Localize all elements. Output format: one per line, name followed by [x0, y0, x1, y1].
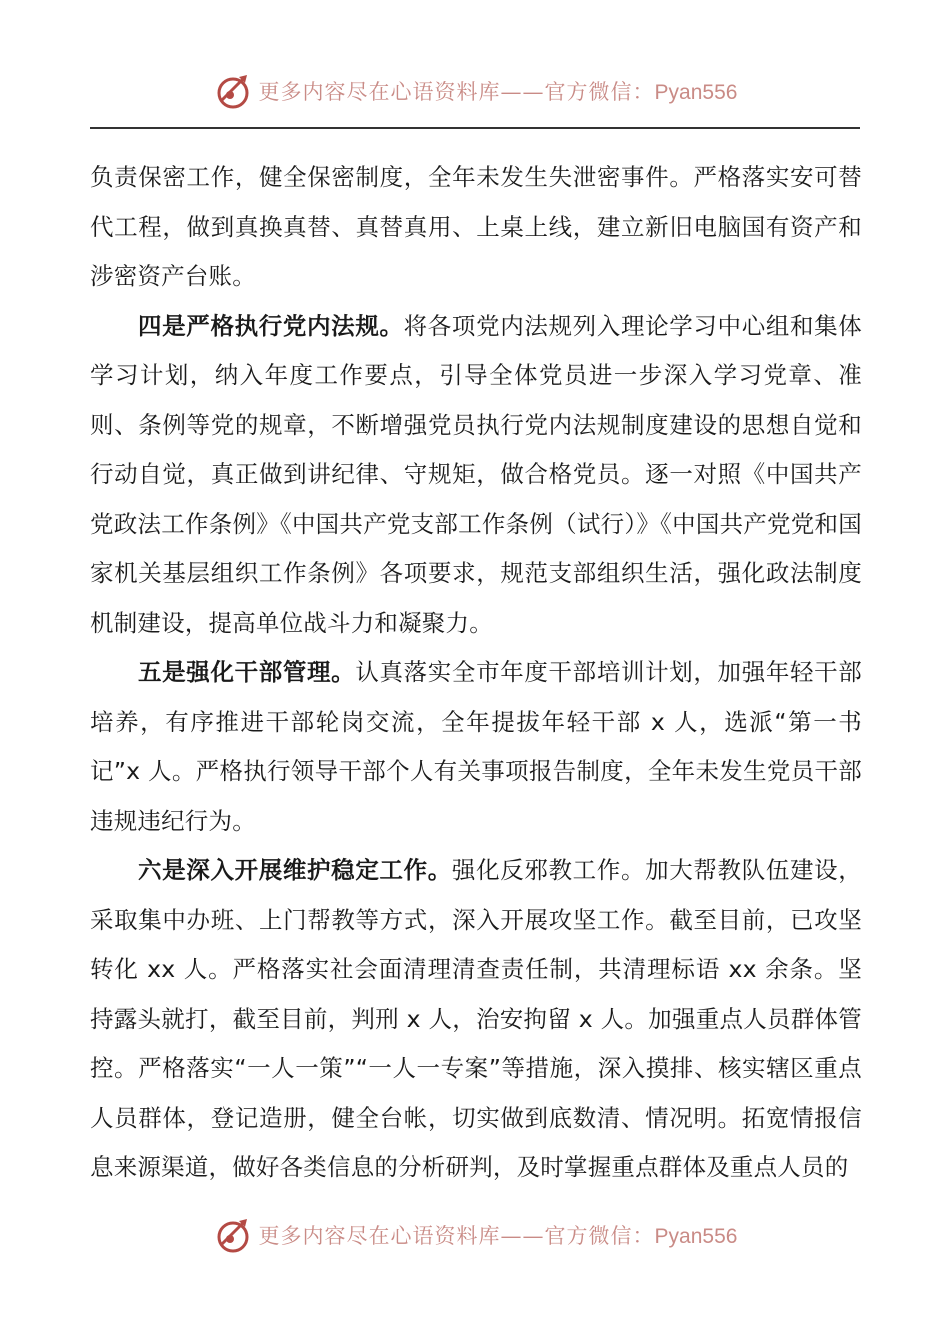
- header-divider: [90, 127, 860, 129]
- footer-dash: ——: [500, 1224, 545, 1248]
- header-brand: 更多内容尽在心语资料库: [258, 80, 501, 104]
- document-body: [90, 153, 862, 1193]
- paragraph-4-text: 强化反邪教工作。加大帮教队伍建设，采取集中办班、上门帮教等方式，深入开展攻坚工作。截至目前，已攻坚转化 xx 人。严格落实社会面清理清查责任制，共清理标语 xx 余条。坚持露头就打，截至目前，判刑 x 人，治安拘留 x 人。加强重点人员群体管控。严格落实“一人一策”“一人一专案”等措施，深入摸排、核实辖区重点人员群体，登记造册，健全台帐，切实做到底数清、情况明。拓宽情报信息来源渠道，做好各类信息的分析研判，及时掌握重点群体及重点人员的: [90, 856, 862, 1181]
- header-banner: [0, 66, 950, 116]
- brand-logo-icon: [213, 1215, 253, 1255]
- paragraph-4-heading: 六是深入开展维护稳定工作。: [138, 856, 452, 884]
- footer-text: [259, 1220, 738, 1250]
- header-text: [259, 76, 738, 106]
- paragraph-2: [90, 302, 862, 649]
- header-wechat-label: 官方微信：: [544, 80, 655, 104]
- paragraph-1: 负责保密工作，健全保密制度，全年未发生失泄密事件。严格落实安可替代工程，做到真换真替、真替真用、上桌上线，建立新旧电脑国有资产和涉密资产台账。: [90, 163, 862, 290]
- paragraph-4: [90, 846, 862, 1193]
- paragraph-3-text: 认真落实全市年度干部培训计划，加强年轻干部培养，有序推进干部轮岗交流，全年提拔年轻干部 x 人，选派“第一书记”x 人。严格执行领导干部个人有关事项报告制度，全年未发生党员干部违规违纪行为。: [90, 658, 862, 835]
- footer-wechat-label: 官方微信：: [544, 1224, 655, 1248]
- paragraph-2-heading: 四是严格执行党内法规。: [138, 311, 404, 340]
- paragraph-3: [90, 648, 862, 846]
- paragraph-2-text: 将各项党内法规列入理论学习中心组和集体学习计划，纳入年度工作要点，引导全体党员进一步深入学习党章、准则、条例等党的规章，不断增强党员执行党内法规制度建设的思想自觉和行动自觉，真正做到讲纪律、守规矩，做合格党员。逐一对照《中国共产党政法工作条例》《中国共产党支部工作条例（试行）》《中国共产党党和国家机关基层组织工作条例》各项要求，规范支部组织生活，强化政法制度机制建设，提高单位战斗力和凝聚力。: [90, 311, 862, 637]
- header-dash: ——: [500, 80, 545, 104]
- header-wechat-id: Pyan556: [654, 81, 738, 104]
- footer-wechat-id: Pyan556: [654, 1225, 738, 1248]
- footer-brand: 更多内容尽在心语资料库: [258, 1224, 501, 1248]
- footer-banner: [0, 1210, 950, 1260]
- brand-logo-icon: [213, 71, 253, 111]
- paragraph-3-heading: 五是强化干部管理。: [138, 658, 356, 686]
